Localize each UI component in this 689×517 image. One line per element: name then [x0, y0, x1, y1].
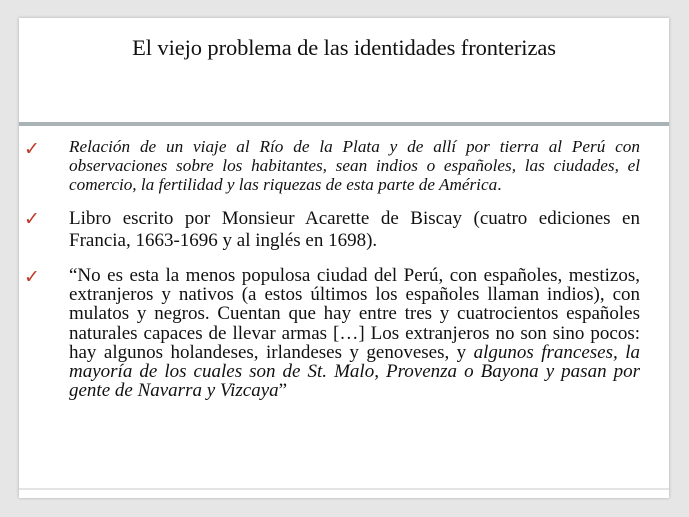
bullet-item-2: [24, 208, 640, 252]
bullet-3-text-regular: “No es esta la menos populosa ciudad del Perú, con españoles, mestizos, extranjeros y nativos (a estos últimos los españoles llaman indios), con mulatos y negros. Cuentan que hay entre tres y cuatrocientos españoles naturales capaces de llevar armas […] Los extranjeros no son sino pocos: hay algunos holandeses, irlandeses y genoveses, y: [69, 265, 640, 363]
bullet-item-1: [24, 137, 640, 194]
check-mark-icon: ✓: [24, 138, 40, 160]
bullet-item-3: [24, 265, 640, 402]
footer-band: [19, 488, 669, 490]
title-box: [19, 18, 669, 122]
bullet-3-text-italic: algunos franceses, la mayoría de los cuales son de St. Malo, Provenza o Bayona y pasan por gente de Navarra y Vizcaya: [69, 341, 640, 402]
bullet-1-text: Relación de un viaje al Río de la Plata y de allí por tierra al Perú con observaciones sobre los habitantes, sean indios o españoles, las ciudades, el comercio, la fertilidad y las riquezas de esta parte de América: [69, 137, 640, 194]
slide: [19, 18, 669, 498]
bullet-3-suffix: ”: [278, 380, 288, 402]
slide-title: El viejo problema de las identidades fronterizas: [132, 35, 556, 60]
slide-content: [19, 137, 669, 400]
check-mark-icon: ✓: [24, 208, 40, 230]
check-mark-icon: ✓: [24, 266, 40, 288]
bullet-1-suffix: .: [497, 175, 502, 194]
title-divider: [19, 122, 669, 126]
bullet-2-text: Libro escrito por Monsieur Acarette de Biscay (cuatro ediciones en Francia, 1663-1696 y al inglés en 1698).: [69, 208, 640, 251]
